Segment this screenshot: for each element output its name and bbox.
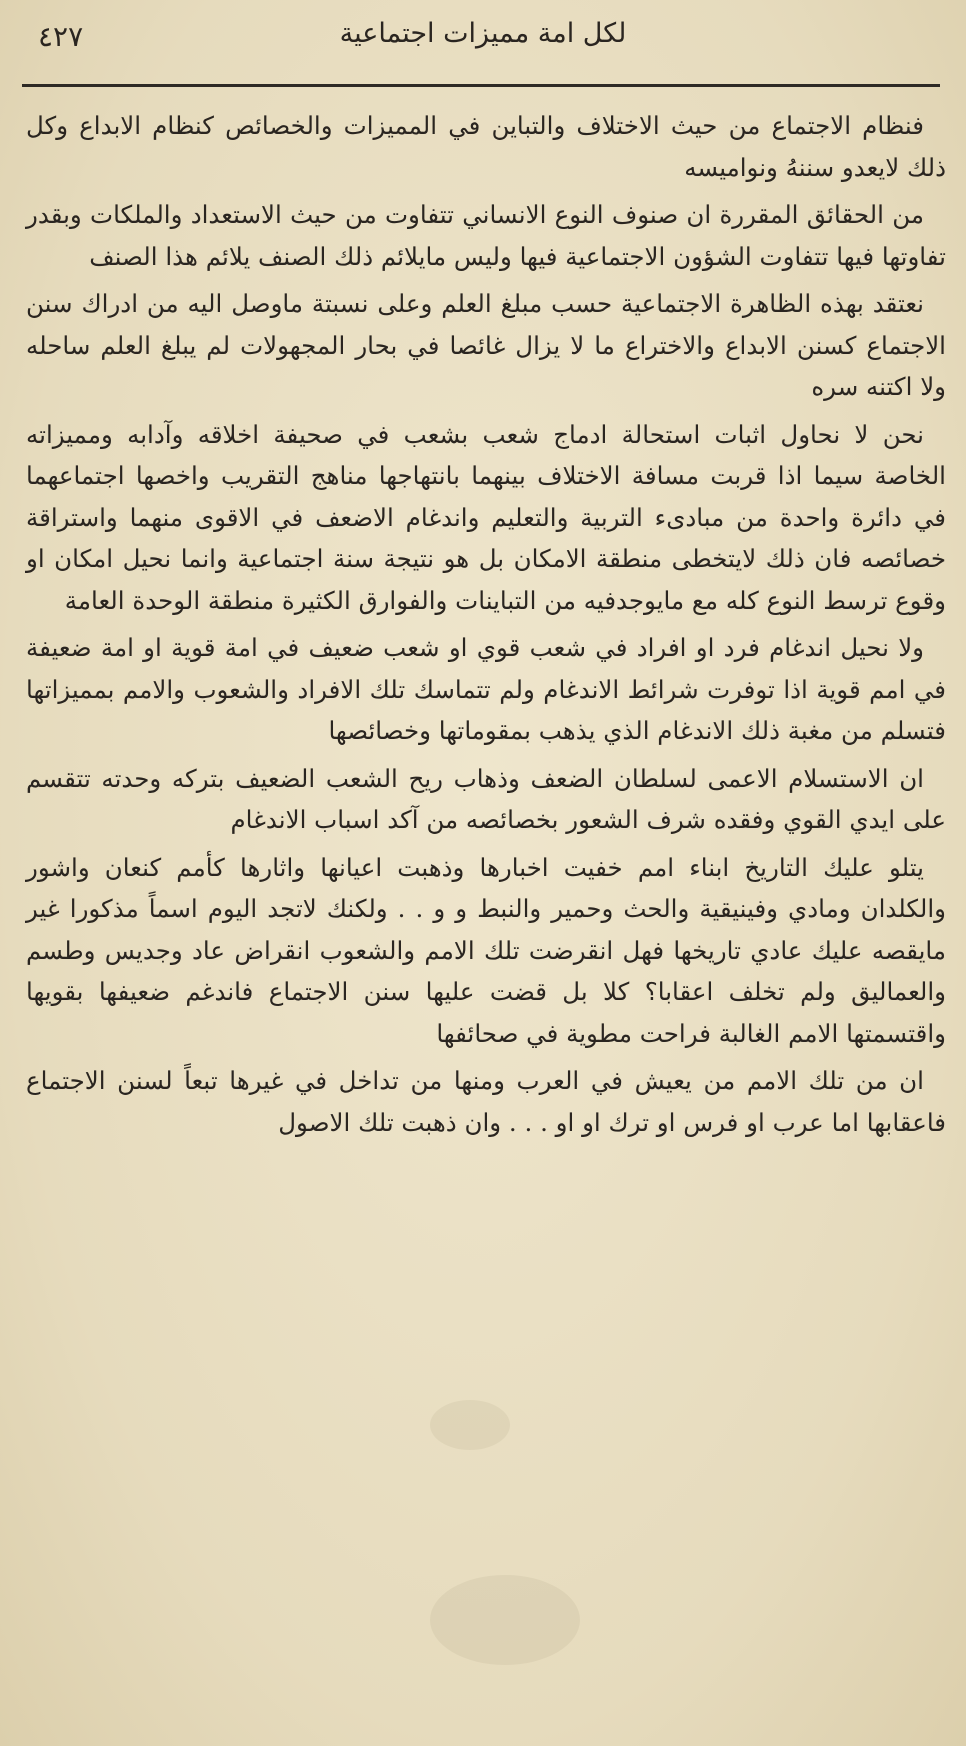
running-title: لكل امة مميزات اجتماعية	[339, 18, 627, 49]
ink-smudge	[430, 1400, 510, 1450]
paragraph: نحن لا نحاول اثبات استحالة ادماج شعب بشعب في صحيفة اخلاقه وآدابه ومميزاته الخاصة سيما اذا قربت مسافة الاختلاف بينهما بانتهاجها مناهج التقريب واخصها اجتماعهما في دائرة واحدة من مبادىء التربية والتعليم واندغام الاضعف في الاقوى منهما واستراقة خصائصه فان ذلك لايتخطى منطقة الامكان بل هو نتيجة سنة اجتماعية وانما نحيل امكان او وقوع ترسط النوع كله مع مايوجدفيه من التباينات والفوارق الكثيرة منطقة الوحدة العامة	[26, 419, 946, 615]
paragraph: ان الاستسلام الاعمى لسلطان الضعف وذهاب ريح الشعب الضعيف بتركه وحدته تتقسم على ايدي القوي وفقده شرف الشعور بخصائصه من آكد اسباب الاندغام	[26, 763, 946, 834]
body-text	[16, 105, 950, 1143]
page-header	[16, 14, 950, 66]
paragraph: يتلو عليك التاريخ ابناء امم خفيت اخبارها وذهبت اعيانها واثارها كأمم كنعان واشور والكلدان ومادي وفينيقية والحث وحمير والنبط و و . . ولكنك لاتجد اليوم اسماً مذكورا غير مايقصه عليك عادي تاريخها فهل انقرضت تلك الامم والشعوب انقراض عاد وجديس وطسم والعماليق ولم تخلف اعقابا؟ كلا بل قضت عليها سنن الاجتماع فاندغم ضعيفها بقويها واقتسمتها الامم الغالبة فراحت مطوية في صحائفها	[26, 852, 946, 1048]
page-number: ٤٢٧	[38, 20, 84, 53]
paragraph: من الحقائق المقررة ان صنوف النوع الانساني تتفاوت من حيث الاستعداد والملكات وبقدر تفاوتها فيها تتفاوت الشؤون الاجتماعية فيها وليس مايلائم ذلك الصنف يلائم هذا الصنف	[26, 200, 946, 271]
paragraph: ولا نحيل اندغام فرد او افراد في شعب قوي او شعب ضعيف في امة قوية او امة ضعيفة في امم قوية اذا توفرت شرائط الاندغام ولم تتماسك تلك الافراد والشعوب والامم بمميزاتها فتسلم من مغبة ذلك الاندغام الذي يذهب بمقوماتها وخصائصها	[26, 633, 946, 745]
paragraph: ان من تلك الامم من يعيش في العرب ومنها من تداخل في غيرها تبعاً لسنن الاجتماع فاعقابها اما عرب او فرس او ترك او او . . . وان ذهبت تلك الاصول	[26, 1066, 946, 1137]
paragraph: نعتقد بهذه الظاهرة الاجتماعية حسب مبلغ العلم وعلى نسبتة ماوصل اليه من ادراك سنن الاجتماع كسنن الابداع والاختراع ما لا يزال غائصا في بحار المجهولات لم يبلغ العلم ساحله ولا اكتنه سره	[26, 289, 946, 401]
paragraph: فنظام الاجتماع من حيث الاختلاف والتباين في المميزات والخصائص كنظام الابداع وكل ذلك لايعدو سننهُ ونواميسه	[26, 111, 946, 182]
header-rule	[22, 84, 940, 87]
ink-smudge	[430, 1575, 580, 1665]
